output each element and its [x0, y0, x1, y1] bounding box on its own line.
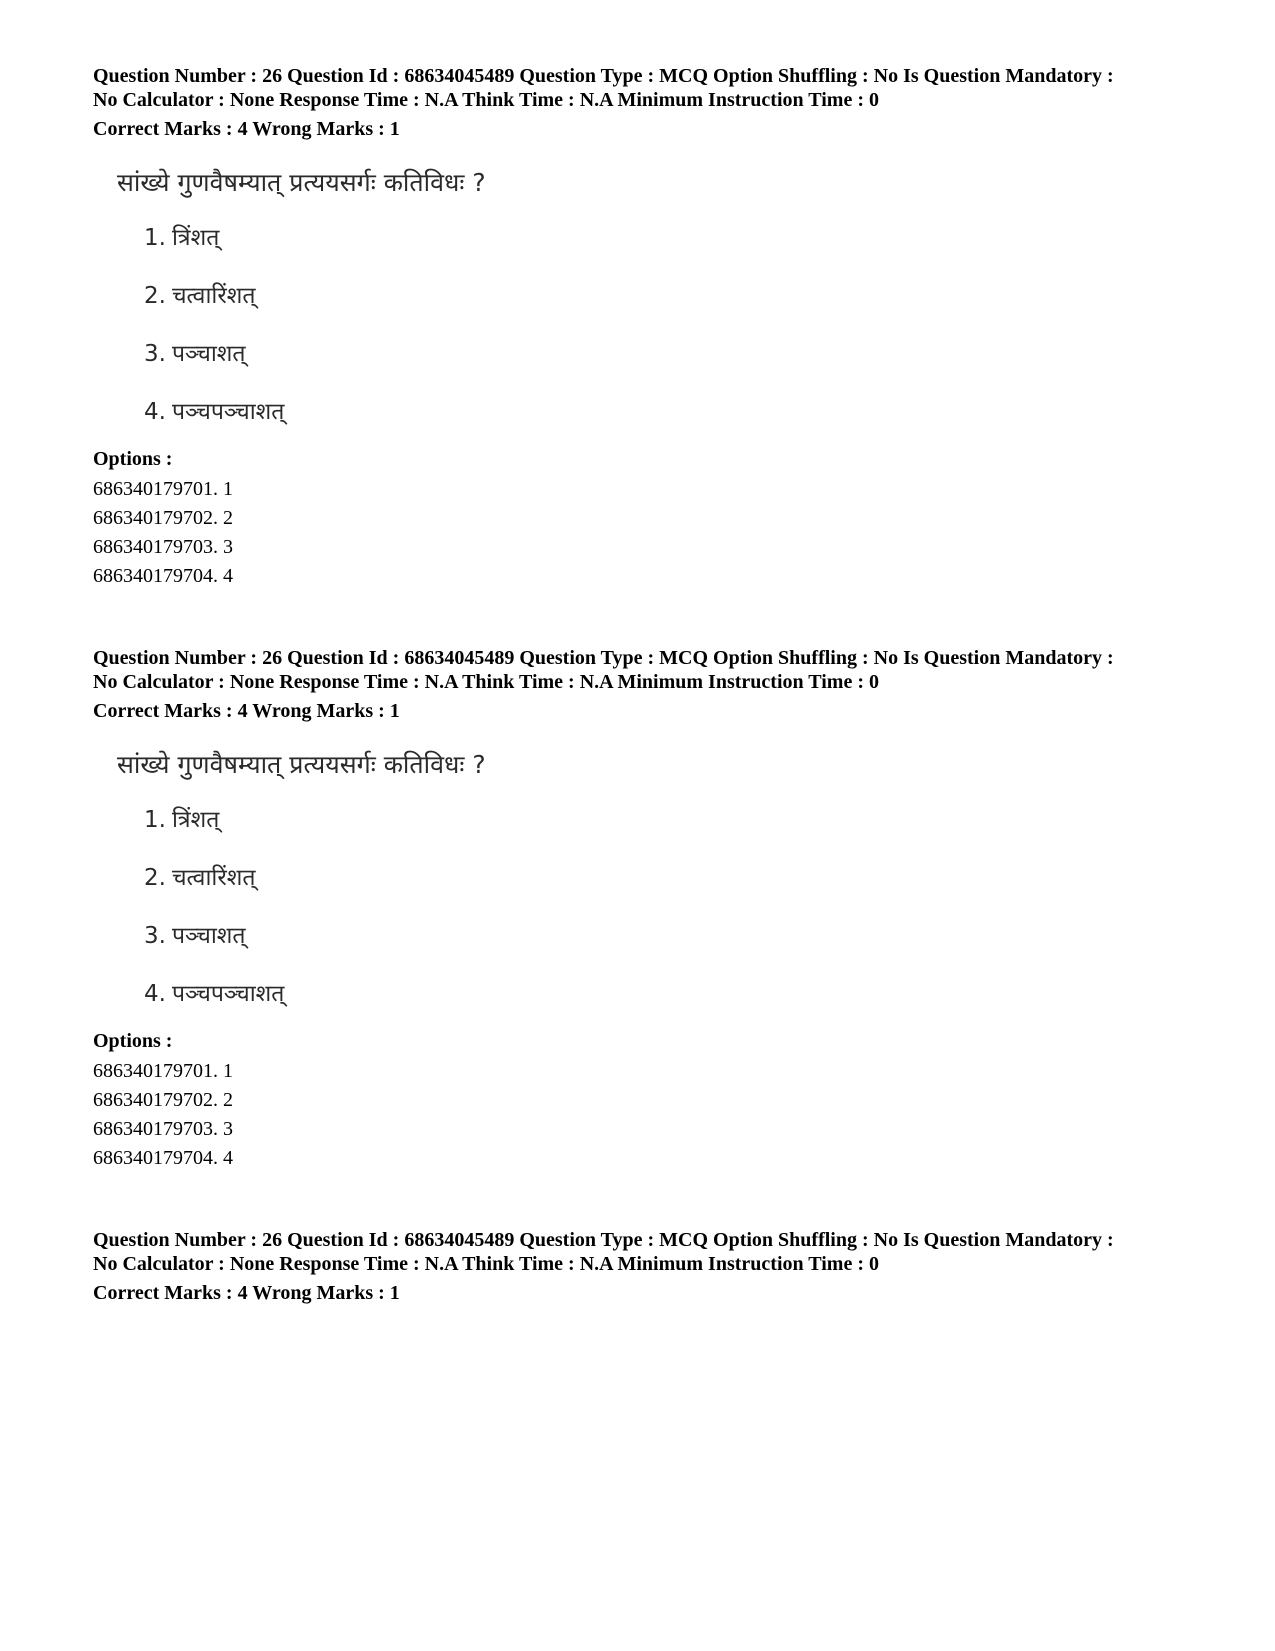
question-image — [117, 159, 617, 439]
options-label: Options : — [93, 1030, 173, 1052]
choice-number: 3. — [144, 923, 166, 949]
choice-2 — [144, 863, 256, 893]
option-list — [93, 1057, 1203, 1173]
choice-3 — [144, 921, 246, 951]
choice-number: 1. — [144, 225, 166, 251]
option-row: 686340179702. 2 — [93, 1089, 233, 1111]
choice-number: 4. — [144, 981, 166, 1007]
option-list — [93, 475, 1203, 591]
options-label: Options : — [93, 448, 173, 470]
option-row: 686340179703. 3 — [93, 536, 233, 558]
question-block-2 — [93, 646, 1203, 1173]
question-meta-line-1: Question Number : 26 Question Id : 68634045489 Question Type : MCQ Option Shuffling : No Is Question Mandatory : — [93, 1229, 1114, 1251]
question-block-1 — [93, 64, 1203, 591]
question-marks: Correct Marks : 4 Wrong Marks : 1 — [93, 118, 400, 140]
choice-text: चत्वारिंशत् — [171, 283, 256, 309]
question-meta-line-2: No Calculator : None Response Time : N.A Think Time : N.A Minimum Instruction Time : 0 — [93, 89, 879, 111]
choice-4 — [144, 397, 284, 427]
choice-3 — [144, 339, 246, 369]
question-image — [117, 741, 617, 1021]
choice-text: पञ्चपञ्चाशत् — [171, 399, 285, 425]
question-marks: Correct Marks : 4 Wrong Marks : 1 — [93, 1282, 400, 1304]
question-stem: सांख्ये गुणवैषम्यात् प्रत्ययसर्गः कतिविधः ? — [117, 168, 486, 197]
choice-text: पञ्चाशत् — [171, 923, 246, 949]
question-meta-line-1: Question Number : 26 Question Id : 68634045489 Question Type : MCQ Option Shuffling : No Is Question Mandatory : — [93, 647, 1114, 669]
choice-number: 4. — [144, 399, 166, 425]
choice-4 — [144, 979, 284, 1009]
question-meta-line-1: Question Number : 26 Question Id : 68634045489 Question Type : MCQ Option Shuffling : No Is Question Mandatory : — [93, 65, 1114, 87]
option-row: 686340179701. 1 — [93, 1060, 233, 1082]
choice-number: 2. — [144, 283, 166, 309]
question-meta-line-2: No Calculator : None Response Time : N.A Think Time : N.A Minimum Instruction Time : 0 — [93, 671, 879, 693]
question-stem: सांख्ये गुणवैषम्यात् प्रत्ययसर्गः कतिविधः ? — [117, 750, 486, 779]
choice-1 — [144, 805, 219, 835]
choice-text: त्रिंशत् — [171, 807, 220, 833]
option-row: 686340179701. 1 — [93, 478, 233, 500]
option-row: 686340179703. 3 — [93, 1118, 233, 1140]
option-row: 686340179704. 4 — [93, 1147, 233, 1169]
option-row: 686340179704. 4 — [93, 565, 233, 587]
choice-text: चत्वारिंशत् — [171, 865, 256, 891]
choice-text: त्रिंशत् — [171, 225, 220, 251]
choice-text: पञ्चाशत् — [171, 341, 246, 367]
choice-number: 1. — [144, 807, 166, 833]
option-row: 686340179702. 2 — [93, 507, 233, 529]
choice-number: 2. — [144, 865, 166, 891]
choice-1 — [144, 223, 219, 253]
question-block-3 — [93, 1228, 1203, 1305]
question-marks: Correct Marks : 4 Wrong Marks : 1 — [93, 700, 400, 722]
question-meta-line-2: No Calculator : None Response Time : N.A Think Time : N.A Minimum Instruction Time : 0 — [93, 1253, 879, 1275]
choice-2 — [144, 281, 256, 311]
choice-text: पञ्चपञ्चाशत् — [171, 981, 285, 1007]
choice-number: 3. — [144, 341, 166, 367]
